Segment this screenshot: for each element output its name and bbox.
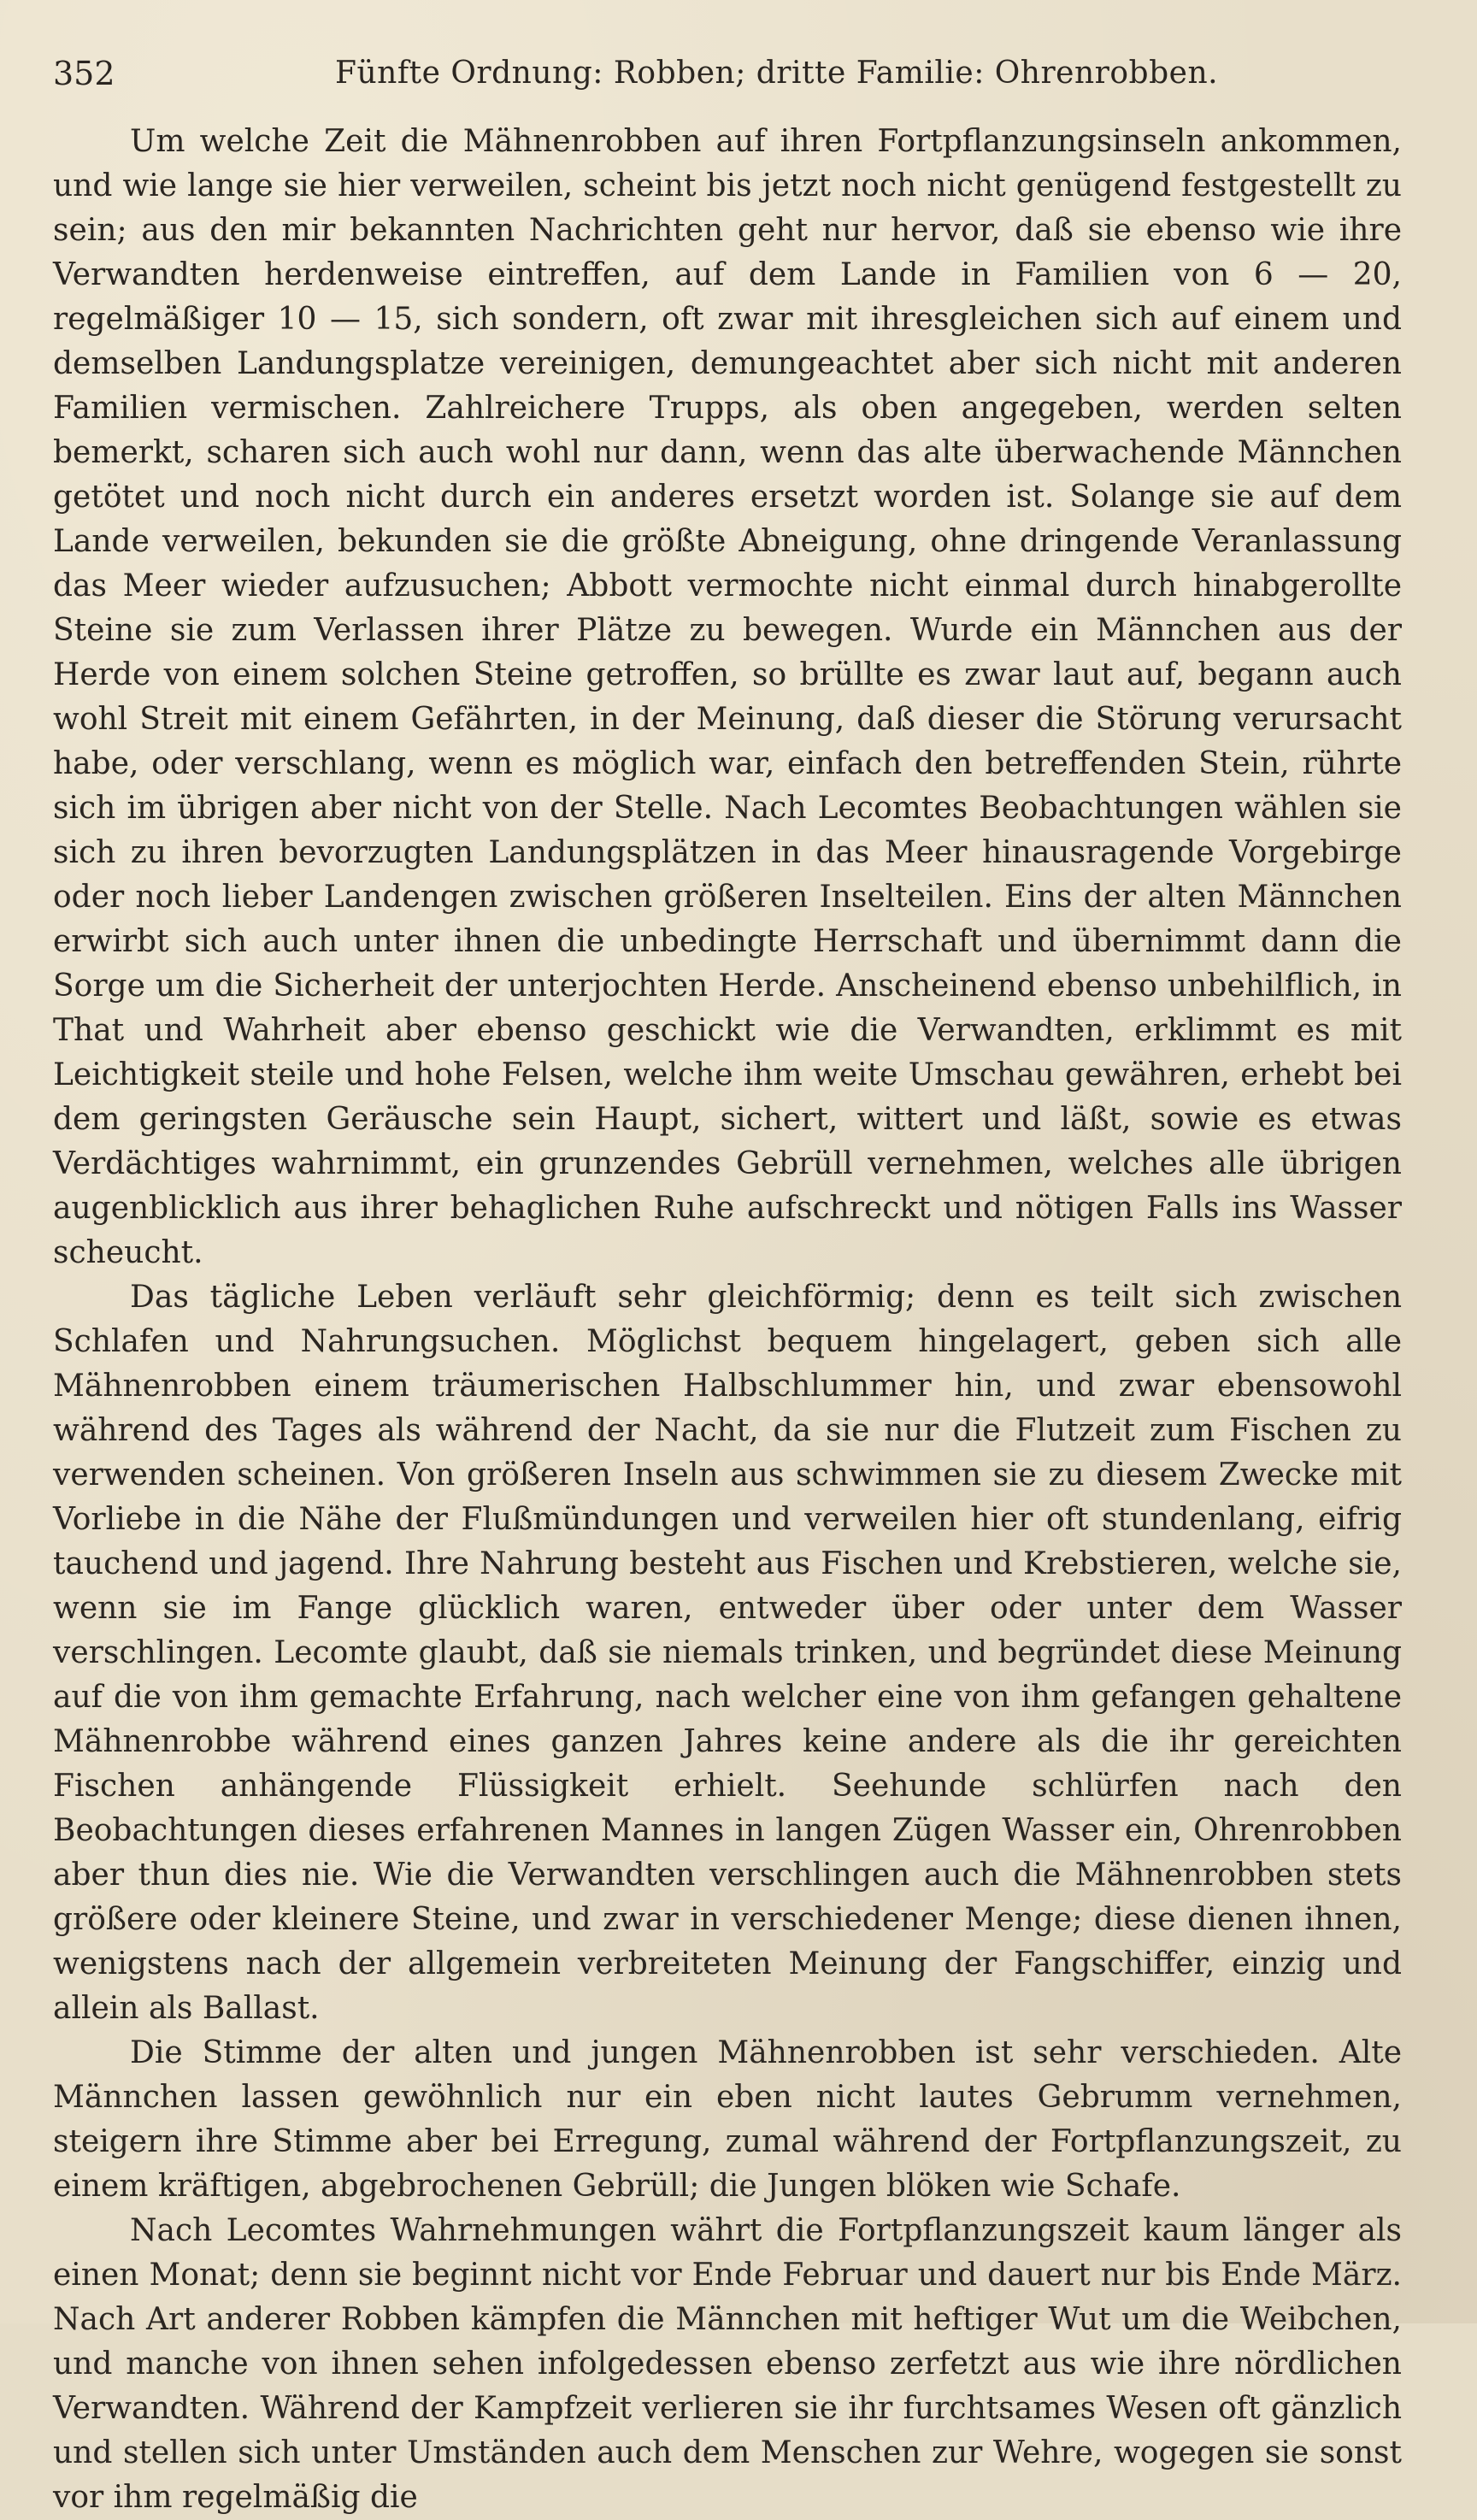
paragraph-daily-life: Das tägliche Leben verläuft sehr gleichförmig; denn es teilt sich zwischen Schlafen und Nahrungsuchen. Möglichst bequem hingelagert, geben sich alle Mähnenrobben einem träumerischen Halbschlummer hin, und zwar ebensowohl während des Tages als während der Nacht, da sie nur die Flutzeit zum Fischen zu verwenden scheinen. Von größeren Inseln aus schwimmen sie zu diesem Zwecke mit Vorliebe in die Nähe der Flußmündungen und verweilen hier oft stundenlang, eifrig tauchend und jagend. Ihre Nahrung besteht aus Fischen und Krebstieren, welche sie, wenn sie im Fange glücklich waren, entweder über oder unter dem Wasser verschlingen. Lecomte glaubt, daß sie niemals trinken, und begründet diese Meinung auf die von ihm gemachte Erfahrung, nach welcher eine von ihm gefangen gehaltene Mähnenrobbe während eines ganzen Jahres keine andere als die ihr gereichten Fischen anhängende Flüssigkeit erhielt. Seehunde schlürfen nach den Beobachtungen dieses erfahrenen Mannes in langen Zügen Wasser ein, Ohrenrobben aber thun dies nie. Wie die Verwandten verschlingen auch die Mähnenrobben stets größere oder kleinere Steine, und zwar in verschiedener Menge; diese dienen ihnen, wenigstens nach der allgemein verbreiteten Meinung der Fangschiffer, einzig und allein als Ballast. <box>53 1280 1402 2026</box>
page-number: 352 <box>53 55 115 92</box>
paragraph-territory: Um welche Zeit die Mähnenrobben auf ihren Fortpflanzungsinseln ankommen, und wie lange sie hier verweilen, scheint bis jetzt noch nicht genügend festgestellt zu sein; aus den mir bekannten Nachrichten geht nur hervor, daß sie ebenso wie ihre Verwandten herdenweise eintreffen, auf dem Lande in Familien von 6 — 20, regelmäßiger 10 — 15, sich sondern, oft zwar mit ihresgleichen sich auf einem und demselben Landungsplatze vereinigen, demungeachtet aber sich nicht mit anderen Familien vermischen. Zahlreichere Trupps, als oben angegeben, werden selten bemerkt, scharen sich auch wohl nur dann, wenn das alte überwachende Männchen getötet und noch nicht durch ein anderes ersetzt worden ist. Solange sie auf dem Lande verweilen, bekunden sie die größte Abneigung, ohne dringende Veranlassung das Meer wieder aufzusuchen; Abbott vermochte nicht einmal durch hinabgerollte Steine sie zum Verlassen ihrer Plätze zu bewegen. Wurde ein Männchen aus der Herde von einem solchen Steine getroffen, so brüllte es zwar laut auf, begann auch wohl Streit mit einem Gefährten, in der Meinung, daß dieser die Störung verursacht habe, oder verschlang, wenn es möglich war, einfach den betreffenden Stein, rührte sich im übrigen aber nicht von der Stelle. Nach Lecomtes Beobachtungen wählen sie sich zu ihren bevorzugten Landungsplätzen in das Meer hinausragende Vorgebirge oder noch lieber Landengen zwischen größeren Inselteilen. Eins der alten Männchen erwirbt sich auch unter ihnen die unbedingte Herrschaft und übernimmt dann die Sorge um die Sicherheit der unterjochten Herde. Anscheinend ebenso unbehilflich, in That und Wahrheit aber ebenso geschickt wie die Verwandten, erklimmt es mit Leichtigkeit steile und hohe Felsen, welche ihm weite Umschau gewähren, erhebt bei dem geringsten Geräusche sein Haupt, sichert, wittert und läßt, sowie es etwas Verdächtiges wahrnimmt, ein grunzendes Gebrüll vernehmen, welches alle übrigen augenblicklich aus ihrer behaglichen Ruhe aufschreckt und nötigen Falls ins Wasser scheucht. <box>53 124 1402 1270</box>
page-header <box>53 50 1400 97</box>
body-text <box>53 120 1402 2520</box>
paragraph-breeding: Nach Lecomtes Wahrnehmungen währt die Fortpflanzungszeit kaum länger als einen Monat; denn sie beginnt nicht vor Ende Februar und dauert nur bis Ende März. Nach Art anderer Robben kämpfen die Männchen mit heftiger Wut um die Weibchen, und manche von ihnen sehen infolgedessen ebenso zerfetzt aus wie ihre nördlichen Verwandten. Während der Kampfzeit verlieren sie ihr furchtsames Wesen oft gänzlich und stellen sich unter Umständen auch dem Menschen zur Wehre, wogegen sie sonst vor ihm regelmäßig die <box>53 2213 1402 2515</box>
running-title: Fünfte Ordnung: Robben; dritte Familie: Ohrenrobben. <box>335 56 1219 91</box>
paragraph-voice: Die Stimme der alten und jungen Mähnenrobben ist sehr verschieden. Alte Männchen lassen gewöhnlich nur ein eben nicht lautes Gebrumm vernehmen, steigern ihre Stimme aber bei Erregung, zumal während der Fortpflanzungszeit, zu einem kräftigen, abgebrochenen Gebrüll; die Jungen blöken wie Schafe. <box>53 2035 1402 2204</box>
